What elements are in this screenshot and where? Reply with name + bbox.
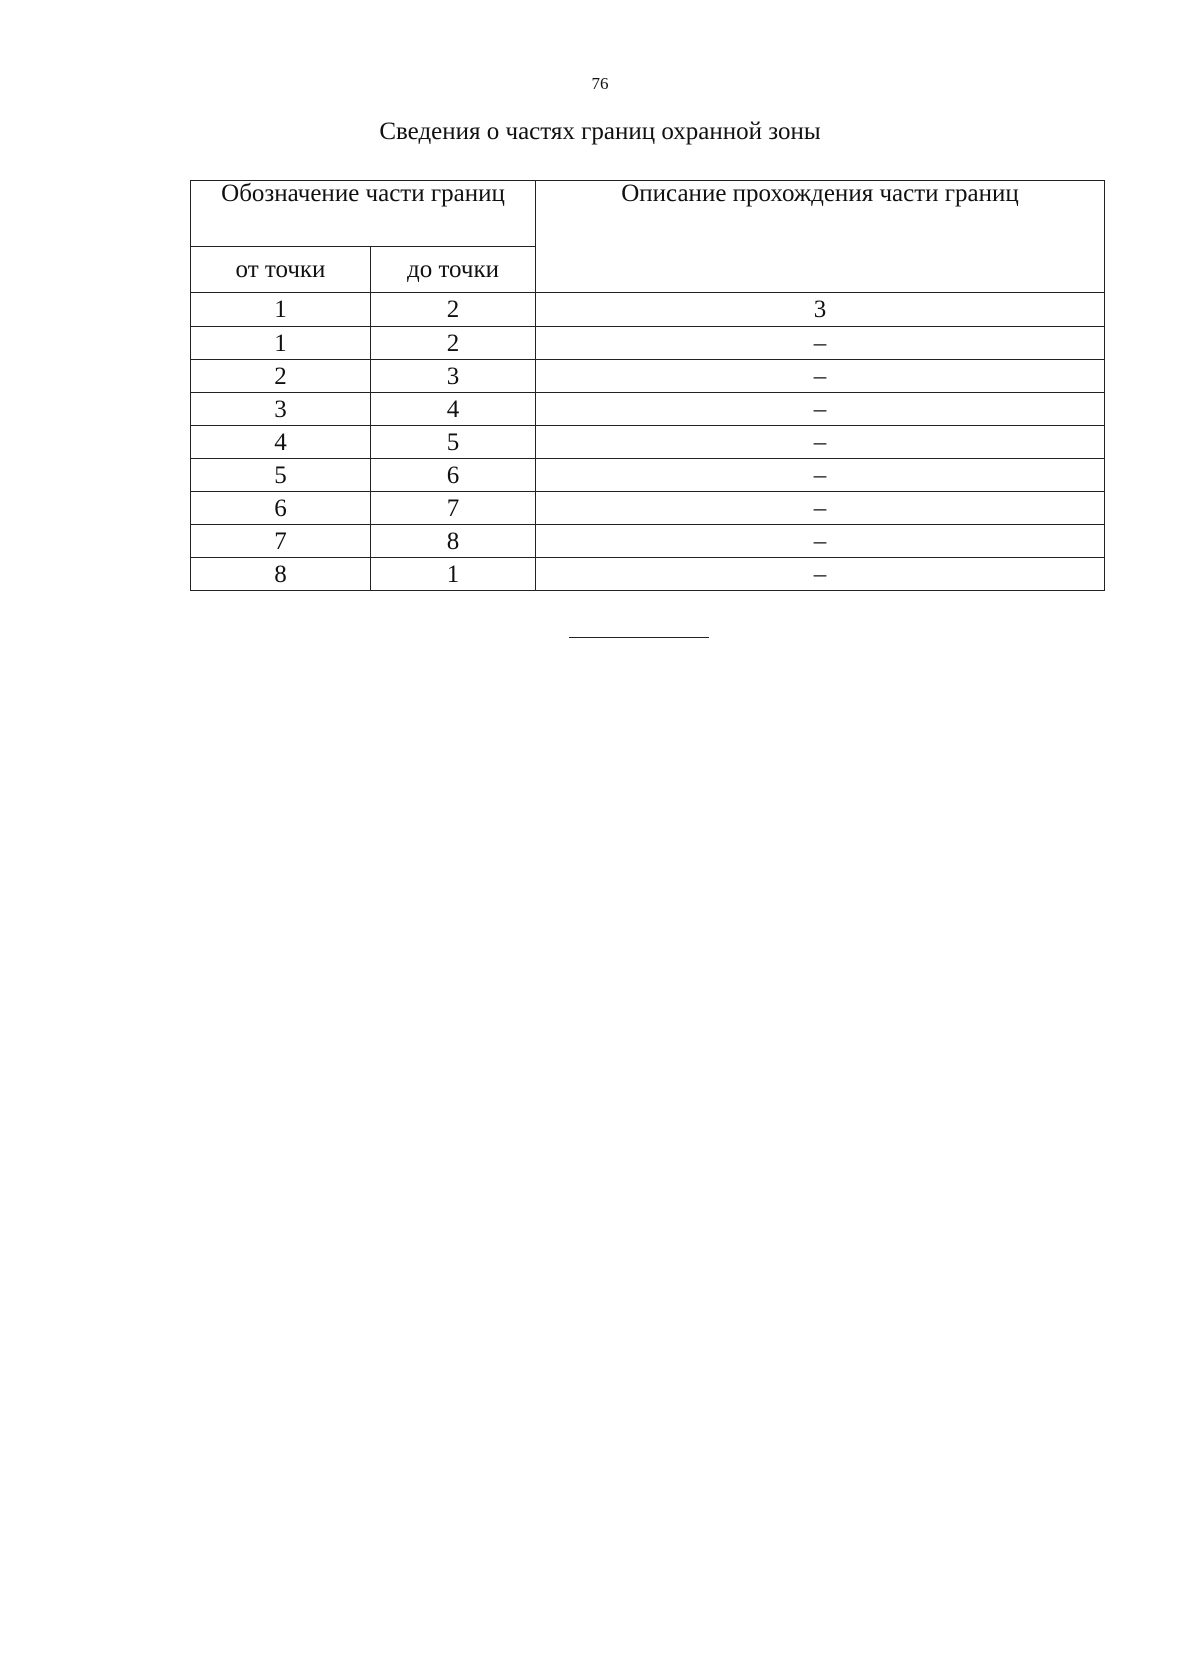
cell-from-point: 8 <box>191 558 371 591</box>
end-of-section-rule <box>569 637 709 638</box>
cell-description: – <box>536 393 1105 426</box>
cell-from-point: 1 <box>191 327 371 360</box>
table-row <box>191 492 1105 525</box>
header-boundary-description: Описание прохождения части границ <box>536 181 1105 293</box>
cell-to-point: 1 <box>371 558 536 591</box>
cell-description: – <box>536 459 1105 492</box>
cell-description: – <box>536 525 1105 558</box>
column-index-row <box>191 293 1105 327</box>
cell-to-point: 7 <box>371 492 536 525</box>
cell-from-point: 6 <box>191 492 371 525</box>
cell-description: – <box>536 558 1105 591</box>
column-index-cell: 1 <box>191 293 371 327</box>
cell-to-point: 8 <box>371 525 536 558</box>
table-row <box>191 327 1105 360</box>
header-to-point: до точки <box>371 247 536 293</box>
boundary-parts-table <box>190 180 1105 591</box>
table-row <box>191 558 1105 591</box>
cell-to-point: 3 <box>371 360 536 393</box>
cell-to-point: 2 <box>371 327 536 360</box>
table-row <box>191 459 1105 492</box>
cell-description: – <box>536 492 1105 525</box>
cell-from-point: 4 <box>191 426 371 459</box>
cell-to-point: 5 <box>371 426 536 459</box>
table-row <box>191 360 1105 393</box>
cell-from-point: 2 <box>191 360 371 393</box>
table-row <box>191 525 1105 558</box>
cell-description: – <box>536 426 1105 459</box>
document-title: Сведения о частях границ охранной зоны <box>379 118 821 145</box>
header-boundary-designation: Обозначение части границ <box>191 181 536 247</box>
column-index-cell: 2 <box>371 293 536 327</box>
column-index-cell: 3 <box>536 293 1105 327</box>
cell-from-point: 3 <box>191 393 371 426</box>
table-row <box>191 426 1105 459</box>
cell-from-point: 7 <box>191 525 371 558</box>
cell-to-point: 4 <box>371 393 536 426</box>
cell-description: – <box>536 360 1105 393</box>
table-row <box>191 393 1105 426</box>
page-number: 76 <box>591 74 609 93</box>
header-from-point: от точки <box>191 247 371 293</box>
cell-from-point: 5 <box>191 459 371 492</box>
cell-to-point: 6 <box>371 459 536 492</box>
cell-description: – <box>536 327 1105 360</box>
